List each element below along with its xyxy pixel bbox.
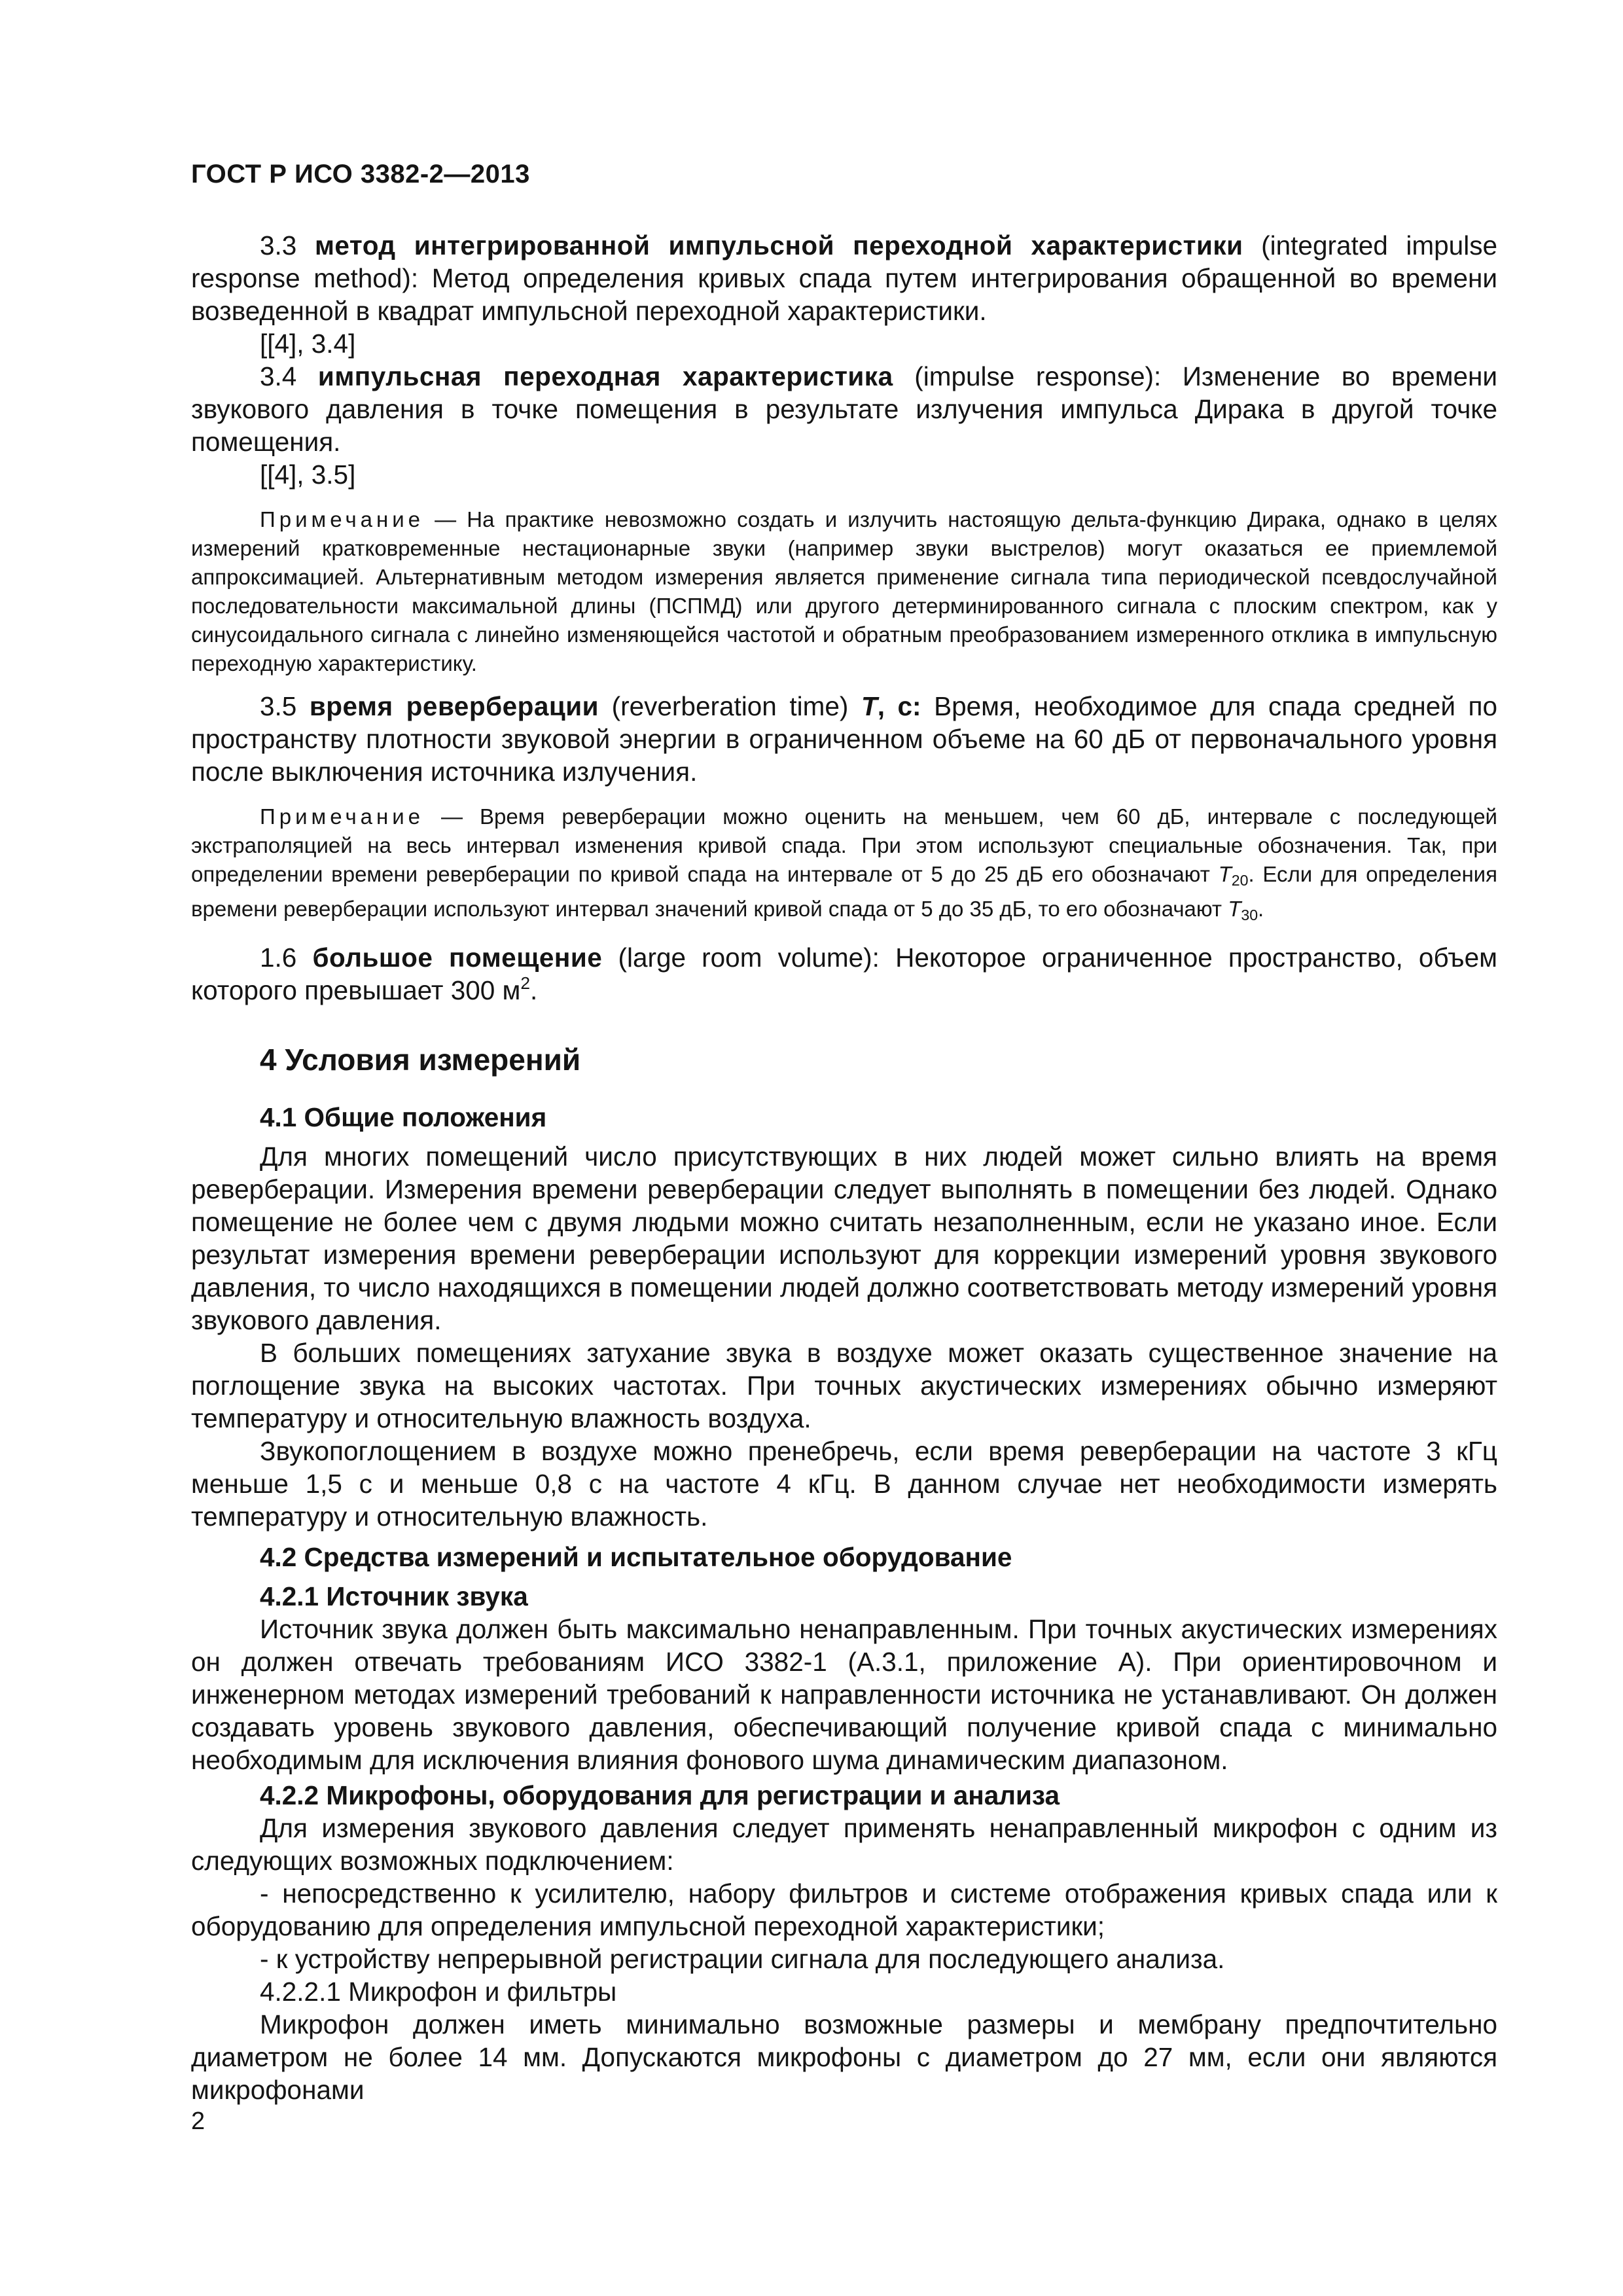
term-3-5 <box>191 690 1497 788</box>
paragraph: В больших помещениях затухание звука в воздухе может оказать существенное значение на поглощение звука на высоких частотах. При точных акустических измерениях обычно измеряют температуру и относительную влажность воздуха. <box>191 1337 1497 1433</box>
superscript: 2 <box>520 973 531 993</box>
paragraph: Для многих помещений число присутствующих в них людей может сильно влиять на время реверберации. Измерения времени реверберации следует выполнять в помещении без людей. Однако помещение не более чем с двумя людьми можно считать незаполненным, если не указано иное. Если результат измерения времени реверберации используют для коррекции измерений уровня звукового давления, то число находящихся в помещении людей должно соответствовать методу измерений уровня звукового давления. <box>191 1141 1497 1335</box>
paragraph: Звукопоглощением в воздухе можно пренебречь, если время реверберации на частоте 3 кГц меньше 1,5 с и меньше 0,8 с на частоте 4 кГц. В данном случае нет необходимости измерять температуру и относительную влажность. <box>191 1435 1497 1532</box>
clause-number: 3.4 <box>260 361 297 391</box>
paragraph: Микрофон должен иметь минимально возможные размеры и мембрану предпочтительно диаметром не более 14 мм. Допускаются микрофоны с диаметром до 27 мм, если они являются микрофонами <box>191 2009 1497 2105</box>
symbol-subscript: 30 <box>1241 906 1258 924</box>
paragraph: Источник звука должен быть максимально ненаправленным. При точных акустических измерениях он должен отвечать требованиям ИСО 3382-1 (А.3.1, приложение А). При ориентировочном и инженерном методах измерений требований к направленности источника не устанавливают. Он должен создавать уровень звукового давления, обеспечивающий получение кривой спада с минимально необходимым для исключения влияния фонового шума динамическим диапазоном. <box>191 1613 1497 1775</box>
clause-number: 3.5 <box>260 691 297 721</box>
symbol-t: T <box>1218 862 1232 886</box>
note-1 <box>191 505 1497 678</box>
term-definition: (impulse response): Изменение во времени звукового давления в точке помещения в результате излучения импульса Дирака в другой точке помещения. <box>191 361 1497 457</box>
note-text-a: — Время реверберации можно оценить на меньшем, чем 60 дБ, интервале с последующей экстраполяцией на весь интервал изменения кривой спада. При этом используют специальные обозначения. Так, при определении времени реверберации по кривой спада на интервале от 5 до 25 дБ его обозначают <box>191 804 1497 886</box>
term-3-4 <box>191 360 1497 458</box>
term-title: метод интегрированной импульсной переходной характеристики <box>314 230 1243 260</box>
term-unit: , с: <box>877 691 921 721</box>
term-title: импульсная переходная характеристика <box>317 361 893 391</box>
subclause-heading-4-2-2-1: 4.2.2.1 Микрофон и фильтры <box>260 1976 617 2007</box>
note-text-b: . Если для определения времени реверберации используют интервал значений кривой спада от 5 до 35 дБ, то его обозначают <box>191 862 1497 921</box>
term-3-3 <box>191 229 1497 327</box>
document-body <box>191 229 1497 2106</box>
term-1-6 <box>191 941 1497 1007</box>
citation: [[4], 3.5] <box>260 459 356 490</box>
note-2 <box>191 802 1497 929</box>
term-title: время реверберации <box>309 691 599 721</box>
citation: [[4], 3.4] <box>260 329 356 359</box>
subsection-heading-4-2-2: 4.2.2 Микрофоны, оборудования для регистрации и анализа <box>260 1780 1060 1810</box>
list-item: - к устройству непрерывной регистрации сигнала для последующего анализа. <box>260 1943 1225 1974</box>
note-text-c: . <box>1258 896 1264 921</box>
term-definition: Время, необходимое для спада средней по пространству плотности звуковой энергии в ограниченном объеме на 60 дБ от первоначального уровня после выключения источника излучения. <box>191 691 1497 787</box>
term-english: (reverberation time) <box>611 691 849 721</box>
section-heading-4: 4 Условия измерений <box>260 1042 581 1077</box>
note-label: Примечание <box>260 804 425 829</box>
clause-number: 3.3 <box>260 230 297 260</box>
term-symbol: T <box>861 691 878 721</box>
subsection-heading-4-2-1: 4.2.1 Источник звука <box>260 1581 528 1611</box>
term-definition: (integrated impulse response method): Метод определения кривых спада путем интегрирования обращенной во времени возведенной в квадрат импульсной переходной характеристики. <box>191 230 1497 326</box>
document-header: ГОСТ Р ИСО 3382-2—2013 <box>191 160 530 188</box>
list-item: - непосредственно к усилителю, набору фильтров и системе отображения кривых спада или к оборудованию для определения импульсной переходной характеристики; <box>191 1878 1497 1941</box>
subsection-heading-4-1: 4.1 Общие положения <box>260 1102 547 1132</box>
symbol-t: T <box>1228 896 1241 921</box>
paragraph: Для измерения звукового давления следует применять ненаправленный микрофон с одним из следующих возможных подключением: <box>191 1812 1497 1876</box>
term-title: большое помещение <box>312 942 603 973</box>
clause-number: 1.6 <box>260 942 297 973</box>
note-label: Примечание <box>260 507 425 531</box>
note-text: — На практике невозможно создать и излучить настоящую дельта-функцию Дирака, однако в целях измерений кратковременные нестационарные звуки (например звуки выстрелов) могут оказаться ее приемлемой аппроксимацией. Альтернативным методом измерения является применение сигнала типа периодической псевдослучайной последовательности максимальной длины (ПСПМД) или другого детерминированного сигнала с плоским спектром, как у синусоидального сигнала с линейно изменяющейся частотой и обратным преобразованием измеренного отклика в импульсную переходную характеристику. <box>191 507 1497 675</box>
symbol-subscript: 20 <box>1231 871 1249 889</box>
term-definition: (large room volume): Некоторое ограниченное пространство, объем которого превышает 300 м <box>191 942 1497 1005</box>
page-number: 2 <box>191 2108 205 2135</box>
period: . <box>530 975 538 1005</box>
subsection-heading-4-2: 4.2 Средства измерений и испытательное оборудование <box>260 1541 1012 1572</box>
